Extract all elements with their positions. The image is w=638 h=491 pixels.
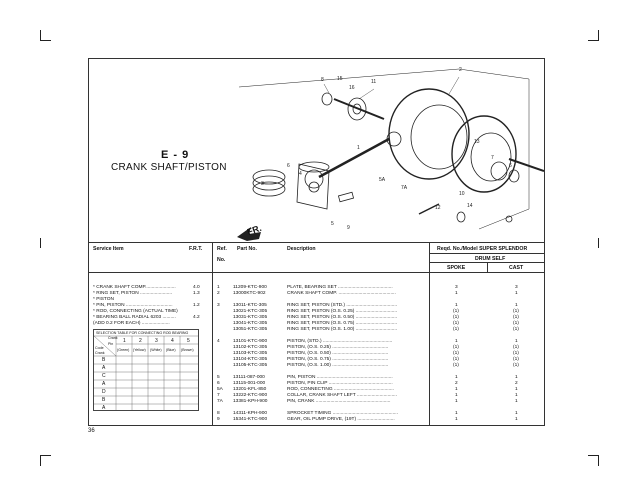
crankshaft-drawing	[89, 59, 544, 242]
header-description: Description	[287, 246, 316, 252]
selection-row-1: A	[102, 365, 106, 371]
callout-1: 1	[357, 145, 360, 151]
service-item-5: * BEARING BALL RADIAL 6203 .......... 4.2	[93, 315, 200, 320]
crop-mark-top-right	[588, 30, 599, 41]
callout-11: 11	[371, 79, 377, 85]
selection-table-corner-code: Code	[95, 346, 104, 350]
table-row: 4 13101-KTC-900 PISTON, (STD.) .................................................... 1 1	[217, 339, 518, 344]
parts-page	[88, 58, 545, 426]
callout-3: 3	[261, 181, 264, 187]
front-direction-label: FR.	[245, 222, 263, 238]
table-row: 13041-KTC-305 RING SET, PISTON (O.S. 0.75) ............................... (1) (1)	[233, 321, 519, 326]
crop-mark-bottom-left	[40, 455, 51, 466]
selection-table-title: SELECTION TABLE FOR CONNECTING ROD BEARING	[96, 331, 189, 335]
table-row: 7A 13381-KPH-900 PIN, CRANK ........................................................ 1 1	[217, 399, 518, 404]
callout-13: 13	[474, 139, 480, 145]
header-service-item: Service Item	[93, 246, 124, 252]
table-row: 8 14311-KPH-900 SPROCKET TIMING ................................................. 1 1	[217, 411, 518, 416]
selection-colname-5: (Brown)	[181, 348, 194, 352]
table-row: 3 13011-KTC-305 RING SET, PISTON (STD.) ...................................... 1 1	[217, 303, 518, 308]
callout-4: 4	[299, 171, 302, 177]
callout-7a: 7A	[401, 185, 408, 191]
callout-9: 9	[347, 225, 350, 231]
selection-colname-1: (Green)	[117, 348, 130, 352]
crop-mark-bottom-right	[588, 455, 599, 466]
callout-6a: 6	[509, 163, 512, 169]
table-body	[89, 273, 544, 423]
table-row: 13021-KTC-305 RING SET, PISTON (O.S. 0.25) ............................... (1) (1)	[233, 309, 519, 314]
selection-row-5: B	[102, 397, 106, 403]
selection-col-2: 2	[139, 338, 142, 344]
exploded-diagram	[89, 59, 544, 243]
page-number: 36	[88, 428, 95, 434]
selection-row-2: C	[102, 373, 106, 379]
table-row: 1 11209-KTC-900 PLATE, BEARING SET ......................................... 3 3	[217, 285, 518, 290]
crop-mark-mid-left	[40, 238, 51, 248]
crop-mark-top-left	[40, 30, 51, 41]
callout-10: 10	[459, 191, 465, 197]
header-part-no: Part No.	[237, 246, 257, 252]
selection-colname-2: (Yellow)	[133, 348, 146, 352]
service-item-3: * PIN, PISTON ................................... 1.2	[93, 303, 200, 308]
selection-table-corner-pin: Pin	[108, 342, 114, 346]
header-divider-spoke-cast	[487, 262, 488, 272]
callout-15: 15	[337, 76, 343, 82]
header-divider-reqd	[429, 253, 544, 254]
callout-5: 5	[331, 221, 334, 227]
selection-table-corner-crank: Crank	[108, 336, 118, 340]
table-header	[89, 242, 544, 273]
table-row: 13103-KTC-305 PISTON, (O.S. 0.50) .......................................... (1) (1)	[233, 351, 519, 356]
service-item-1: * RING SET, PISTON ........................ 1.3	[93, 291, 200, 296]
service-item-0: * CRANK SHAFT COMP....................... 4.0	[93, 285, 200, 290]
selection-col-4: 4	[171, 338, 174, 344]
selection-colname-4: (Blue)	[166, 348, 176, 352]
callout-16: 16	[349, 85, 355, 91]
callout-6b: 6	[287, 163, 290, 169]
service-item-6: (ADD 0.2 FOR EACH) .....................	[93, 321, 170, 326]
header-spoke: SPOKE	[447, 265, 466, 271]
table-row: 13051-KTC-305 RING SET, PISTON (O.S. 1.00) ............................... (1) (1)	[233, 327, 519, 332]
header-ref-no: No.	[217, 257, 226, 263]
selection-col-1: 1	[123, 338, 126, 344]
selection-row-0: B	[102, 357, 106, 363]
table-row: 2 13000KTC-902 CRANK SHAFT COMP. ........................................... 1 1	[217, 291, 518, 296]
selection-row-6: A	[102, 405, 106, 411]
table-row: 13104-KTC-305 PISTON, (O.S. 0.75) .......................................... (1) (1)	[233, 357, 519, 362]
selection-colname-3: (White)	[150, 348, 162, 352]
table-row: 13105-KTC-305 PISTON, (O.S. 1.00) .......................................... (1) (1)	[233, 363, 519, 368]
callout-2: 2	[459, 67, 462, 73]
table-row: 13031-KTC-305 RING SET, PISTON (O.S. 0.50) ............................... (1) (1)	[233, 315, 519, 320]
selection-row-4: D	[102, 389, 106, 395]
selection-col-5: 5	[187, 338, 190, 344]
header-ref: Ref.	[217, 246, 227, 252]
section-title: CRANK SHAFT/PISTON	[111, 162, 227, 173]
table-row: 9 15341-KTC-900 GEAR, OIL PUMP DRIVE, (19T) ............................ 1 1	[217, 417, 518, 422]
table-row: 5 13111-087-000 PIN, PISTON ......................................................... 1 1	[217, 375, 518, 380]
service-item-4: * ROD, CONNECTING (ACTUAL TIME)	[93, 309, 178, 314]
header-frt: F.R.T.	[189, 246, 203, 252]
table-row: 5A 13201-KFL-850 ROD, CONNECTING ............................................. 1 1	[217, 387, 518, 392]
header-reqd-model: Reqd. No./Model SUPER SPLENDOR	[437, 246, 528, 252]
service-item-2: * PISTON	[93, 297, 114, 302]
callout-5a: 5A	[379, 177, 386, 183]
header-drum-self: DRUM SELF	[475, 256, 506, 262]
callout-12: 12	[435, 205, 441, 211]
callout-8: 8	[321, 77, 324, 83]
table-row: 6 13115-001-000 PISTON, PIN CLIP ................................................ 2 2	[217, 381, 518, 386]
selection-row-3: A	[102, 381, 106, 387]
selection-table-corner-crank-low: Crank	[95, 351, 105, 355]
crop-mark-mid-right	[588, 238, 599, 248]
section-code: E - 9	[161, 149, 190, 161]
selection-col-3: 3	[155, 338, 158, 344]
table-row: 13102-KTC-305 PISTON, (O.S. 0.25) .......................................... (1) (1)	[233, 345, 519, 350]
table-row: 7 13222-KTC-900 COLLAR, CRANK SHAFT LEFT .............................. 1 1	[217, 393, 518, 398]
callout-14: 14	[467, 203, 473, 209]
header-cast: CAST	[509, 265, 524, 271]
callout-7: 7	[491, 155, 494, 161]
